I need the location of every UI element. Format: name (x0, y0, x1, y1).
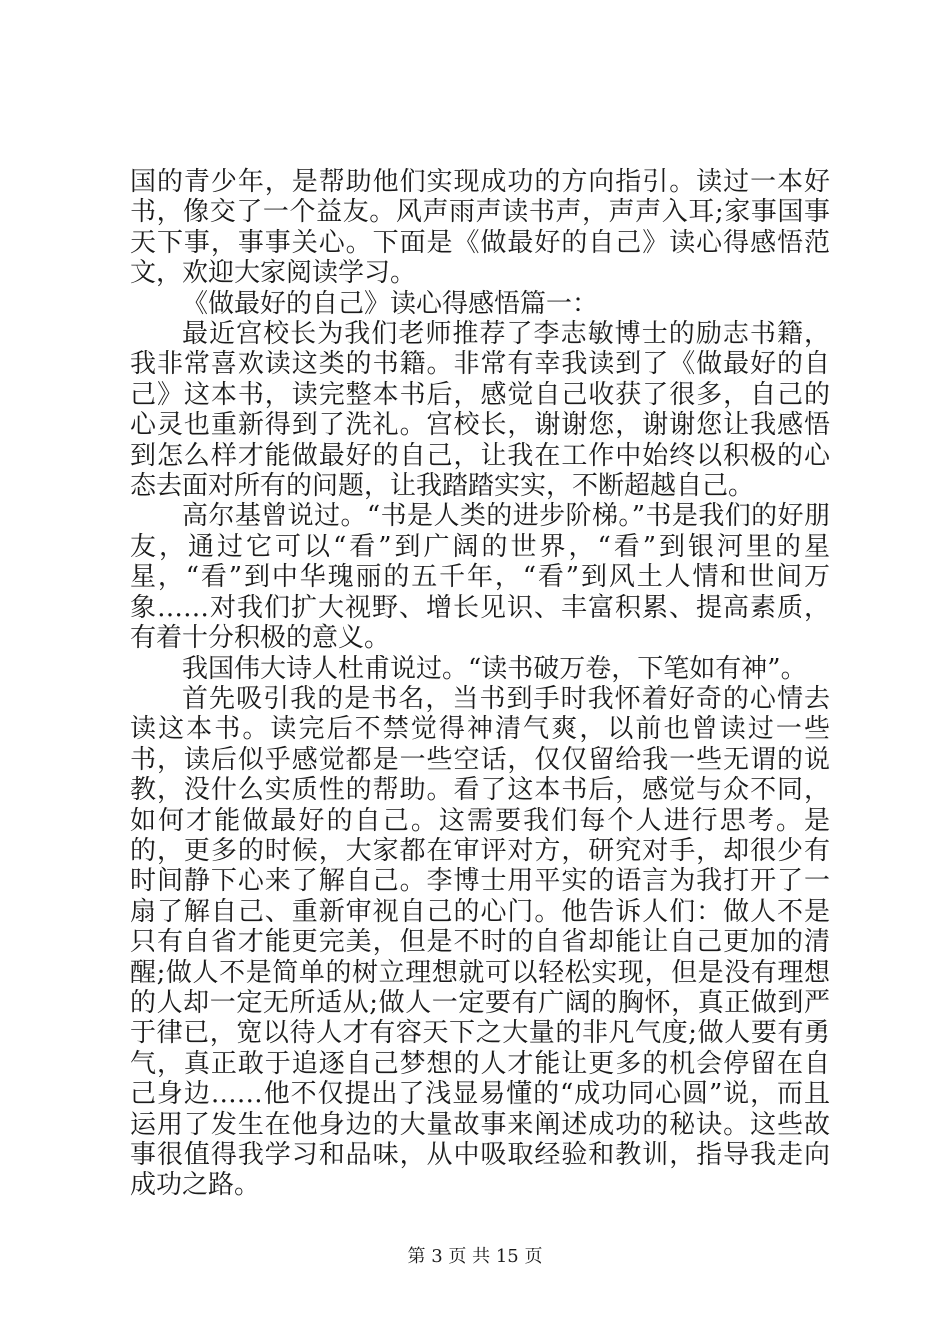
paragraph-dufu-quote: 我国伟大诗人杜甫说过。“读书破万卷，下笔如有神”。 (182, 653, 807, 684)
document-body (130, 167, 830, 1201)
paragraph-recommendation: 最近宫校长为我们老师推荐了李志敏博士的励志书籍，我非常喜欢读这类的书籍。非常有幸我读到了《做最好的自己》这本书，读完整本书后，感觉自己收获了很多，自己的心灵也重新得到了洗礼。宫校长，谢谢您，谢谢您让我感悟到怎么样才能做最好的自己，让我在工作中始终以积极的心态去面对所有的问题，让我踏踏实实，不断超越自己。 (130, 319, 830, 502)
paragraph-book-reflection: 首先吸引我的是书名，当书到手时我怀着好奇的心情去读这本书。读完后不禁觉得神清气爽，以前也曾读过一些书，读后似乎感觉都是一些空话，仅仅留给我一些无谓的说教，没什么实质性的帮助。看了这本书后，感觉与众不同，如何才能做最好的自己。这需要我们每个人进行思考。是的，更多的时候，大家都在审评对方，研究对手，却很少有时间静下心来了解自己。李博士用平实的语言为我打开了一扇了解自己、重新审视自己的心门。他告诉人们：做人不是只有自省才能更完美，但是不时的自省却能让自己更加的清醒;做人不是简单的树立理想就可以轻松实现，但是没有理想的人却一定无所适从;做人一定要有广阔的胸怀，真正做到严于律已，宽以待人才有容天下之大量的非凡气度;做人要有勇气，真正敢于追逐自己梦想的人才能让更多的机会停留在自己身边……他不仅提出了浅显易懂的“成功同心圆”说，而且运用了发生在他身边的大量故事来阐述成功的秘诀。这些故事很值得我学习和品味，从中吸取经验和教训，指导我走向成功之路。 (130, 683, 830, 1201)
page-number-footer: 第 3 页 共 15 页 (407, 1246, 543, 1267)
paragraph-gorky-quote: 高尔基曾说过。“书是人类的进步阶梯。”书是我们的好朋友，通过它可以“看”到广阔的世界，“看”到银河里的星星，“看”到中华瑰丽的五千年，“看”到风土人情和世间万象……对我们扩大视野、增长见识、丰富积累、提高素质，有着十分积极的意义。 (130, 501, 830, 654)
section-heading: 《做最好的自己》读心得感悟篇一： (182, 288, 599, 319)
paragraph-intro-continued: 国的青少年，是帮助他们实现成功的方向指引。读过一本好书，像交了一个益友。风声雨声读书声，声声入耳;家事国事天下事，事事关心。下面是《做最好的自己》读心得感悟范文，欢迎大家阅读学习。 (130, 167, 830, 289)
